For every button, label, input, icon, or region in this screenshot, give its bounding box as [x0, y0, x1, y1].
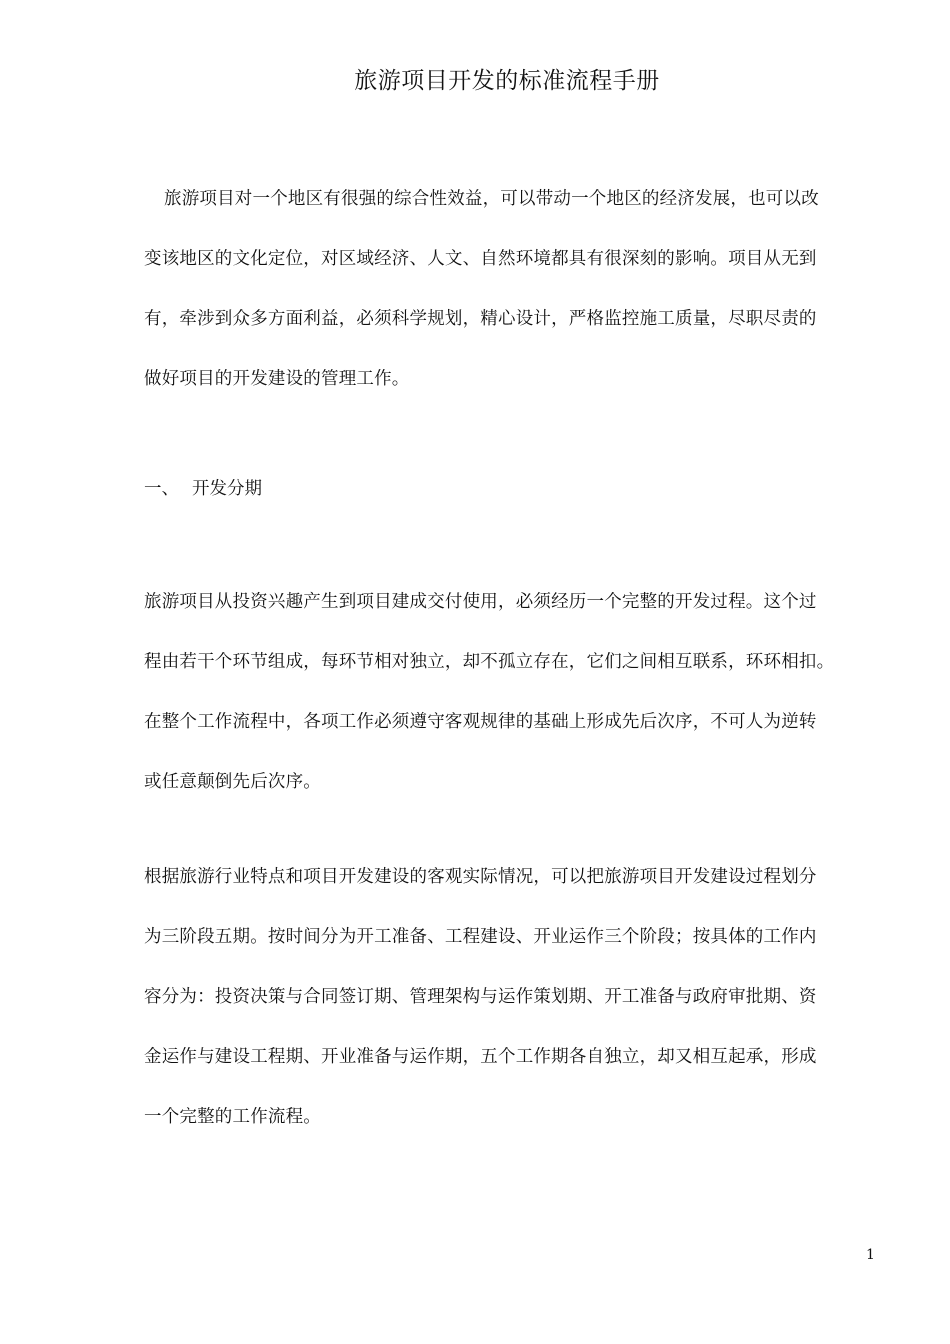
phases-paragraph	[144, 847, 880, 1147]
paragraph-line: 程由若干个环节组成，每环节相对独立，却不孤立存在，它们之间相互联系，环环相扣。	[144, 652, 835, 672]
paragraph-line: 有，牵涉到众多方面利益，必须科学规划，精心设计，严格监控施工质量，尽职尽责的	[144, 309, 817, 329]
paragraph-line: 在整个工作流程中，各项工作必须遵守客观规律的基础上形成先后次序，不可人为逆转	[144, 712, 817, 732]
paragraph-line: 旅游项目对一个地区有很强的综合性效益，可以带动一个地区的经济发展，也可以改	[164, 189, 819, 209]
development-process-paragraph	[144, 572, 880, 812]
page-number: 1	[866, 1247, 875, 1263]
paragraph-line: 做好项目的开发建设的管理工作。	[144, 369, 410, 389]
section-title: 开发分期	[192, 479, 262, 499]
intro-paragraph	[144, 169, 880, 409]
paragraph-line: 一个完整的工作流程。	[144, 1107, 321, 1127]
paragraph-line: 金运作与建设工程期、开业准备与运作期，五个工作期各自独立，却又相互起承，形成	[144, 1047, 817, 1067]
section-heading	[144, 459, 262, 519]
paragraph-line: 变该地区的文化定位，对区域经济、人文、自然环境都具有很深刻的影响。项目从无到	[144, 249, 817, 269]
paragraph-line: 旅游项目从投资兴趣产生到项目建成交付使用，必须经历一个完整的开发过程。这个过	[144, 592, 817, 612]
paragraph-line: 为三阶段五期。按时间分为开工准备、工程建设、开业运作三个阶段；按具体的工作内	[144, 927, 817, 947]
document-title: 旅游项目开发的标准流程手册	[354, 68, 660, 94]
paragraph-line: 或任意颠倒先后次序。	[144, 772, 321, 792]
section-number: 一、	[144, 479, 179, 499]
paragraph-line: 容分为：投资决策与合同签订期、管理架构与运作策划期、开工准备与政府审批期、资	[144, 987, 817, 1007]
paragraph-line: 根据旅游行业特点和项目开发建设的客观实际情况，可以把旅游项目开发建设过程划分	[144, 867, 817, 887]
